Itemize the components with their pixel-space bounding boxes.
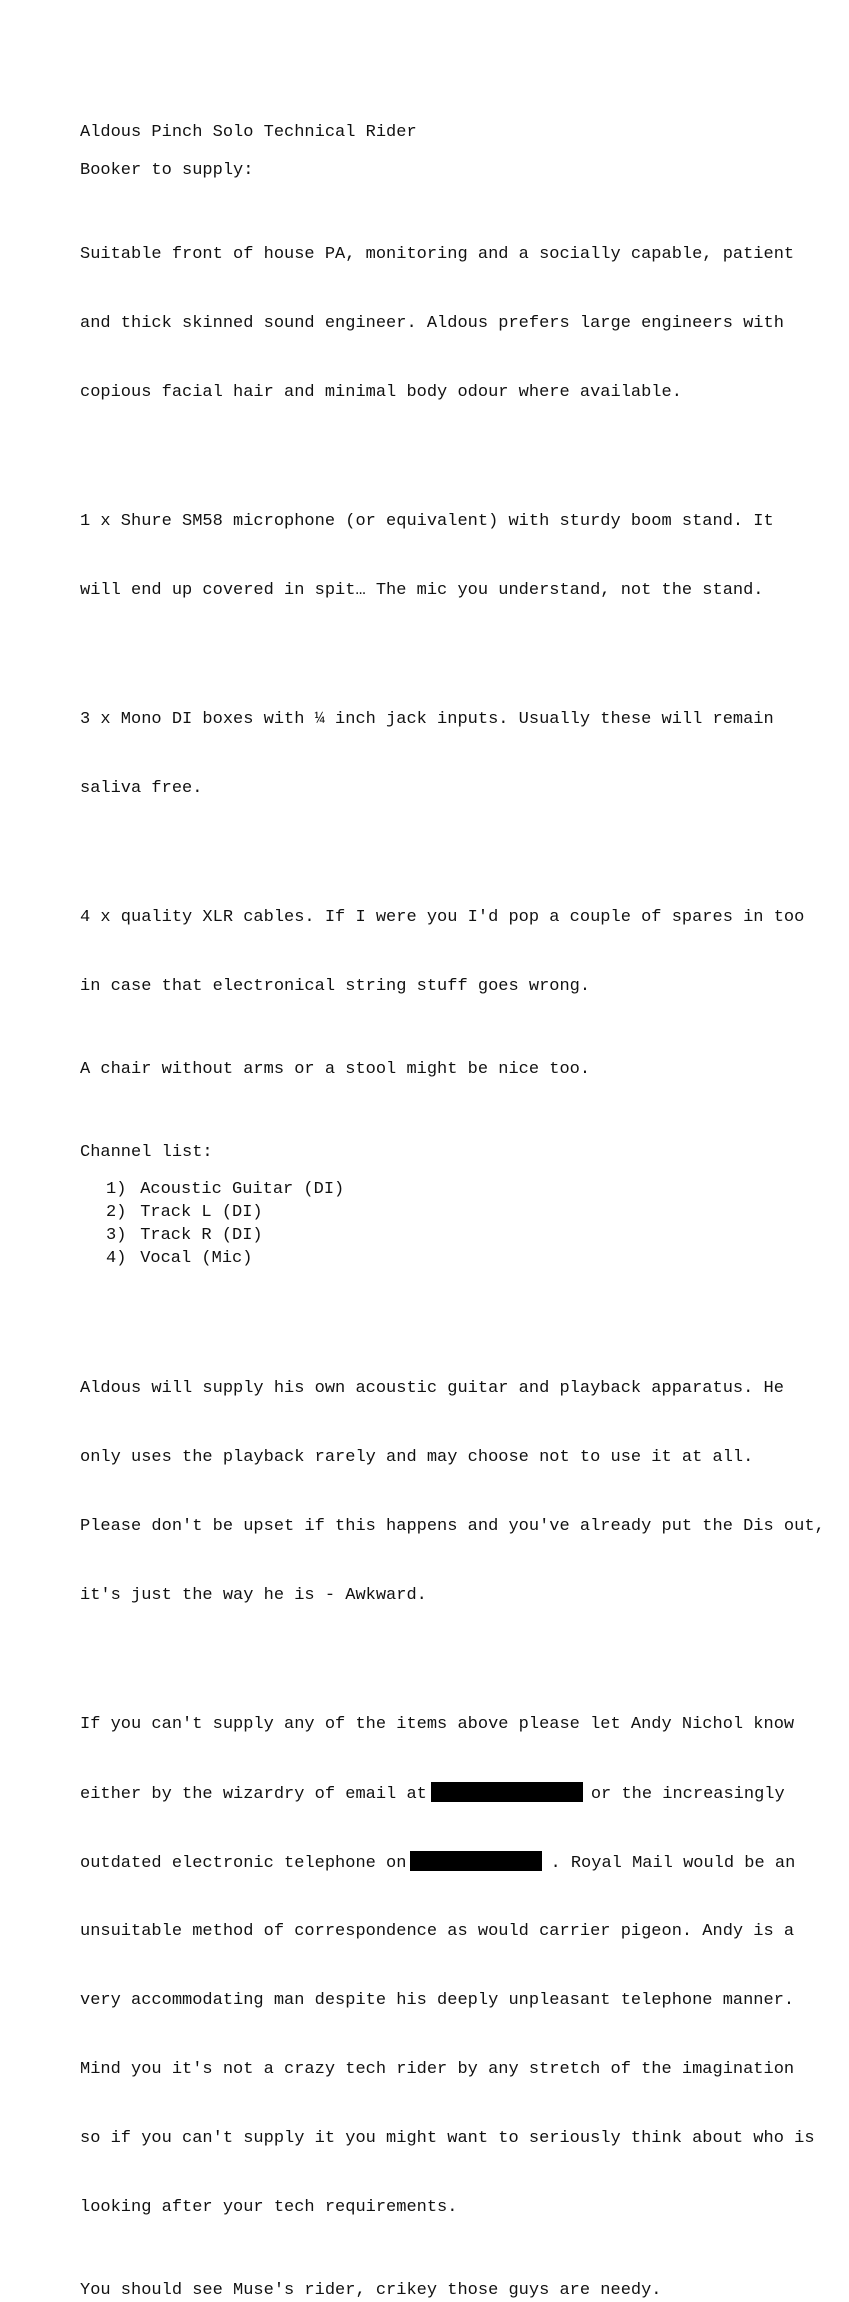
text-line: If you can't supply any of the items above please let Andy Nichol know [80, 1715, 795, 1734]
channel-item [106, 1201, 780, 1224]
paragraph-di-boxes [80, 662, 780, 846]
channel-item [106, 1224, 780, 1247]
text-fragment: outdated electronic telephone on [80, 1854, 407, 1873]
paragraph-muse: You should see Muse's rider, crikey those guys are needy. [80, 2281, 662, 2300]
text-fragment: either by the wizardry of email at [80, 1785, 427, 1804]
text-fragment: . Royal Mail would be an [550, 1854, 796, 1873]
text-line: only uses the playback rarely and may choose not to use it at all. [80, 1448, 754, 1467]
text-line [80, 1782, 785, 1805]
channel-label: Vocal (Mic) [140, 1249, 253, 1268]
redacted-email-block [431, 1782, 583, 1802]
text-line: copious facial hair and minimal body odour where available. [80, 383, 682, 402]
text-line: saliva free. [80, 779, 203, 798]
paragraph-front-of-house [80, 197, 795, 450]
text-line: looking after your tech requirements. [80, 2198, 458, 2217]
text-line: and thick skinned sound engineer. Aldous prefers large engineers with [80, 314, 784, 333]
channel-number: 4) [106, 1249, 127, 1268]
text-fragment: or the increasingly [590, 1785, 785, 1804]
channel-label: Acoustic Guitar (DI) [140, 1180, 345, 1199]
text-line: unsuitable method of correspondence as would carrier pigeon. Andy is a [80, 1922, 795, 1941]
text-line: Mind you it's not a crazy tech rider by any stretch of the imagination [80, 2060, 795, 2079]
text-line: in case that electronical string stuff goes wrong. [80, 977, 591, 996]
text-line: it's just the way he is - Awkward. [80, 1586, 427, 1605]
channel-label: Track L (DI) [140, 1203, 263, 1222]
channel-number: 3) [106, 1226, 127, 1245]
channel-label: Track R (DI) [140, 1226, 263, 1245]
text-line: Please don't be upset if this happens and you've already put the Dis out, [80, 1517, 825, 1536]
text-line: Aldous will supply his own acoustic guitar and playback apparatus. He [80, 1379, 784, 1398]
paragraph-contact [80, 1667, 815, 2265]
text-line: Suitable front of house PA, monitoring and a socially capable, patient [80, 245, 795, 264]
document-body [80, 121, 825, 2302]
channel-item [106, 1247, 780, 1270]
channel-number: 2) [106, 1203, 127, 1222]
text-line: 1 x Shure SM58 microphone (or equivalent) with sturdy boom stand. It [80, 512, 774, 531]
text-line: so if you can't supply it you might want to seriously think about who is [80, 2129, 815, 2148]
document-title: Aldous Pinch Solo Technical Rider [80, 123, 417, 142]
channel-list [80, 1178, 780, 1270]
text-line: 4 x quality XLR cables. If I were you I'd pop a couple of spares in too [80, 908, 805, 927]
paragraph-playback [80, 1331, 825, 1653]
text-line [80, 1851, 796, 1874]
text-line: will end up covered in spit… The mic you understand, not the stand. [80, 581, 764, 600]
paragraph-chair: A chair without arms or a stool might be nice too. [80, 1060, 591, 1079]
paragraph-microphone [80, 464, 780, 648]
text-line: very accommodating man despite his deeply unpleasant telephone manner. [80, 1991, 795, 2010]
channel-list-heading: Channel list: [80, 1143, 213, 1162]
paragraph-xlr-cables [80, 860, 805, 1044]
redacted-phone-block [410, 1851, 542, 1871]
channel-item [106, 1178, 780, 1201]
booker-heading: Booker to supply: [80, 161, 254, 180]
channel-number: 1) [106, 1180, 127, 1199]
text-line: 3 x Mono DI boxes with ¼ inch jack inputs. Usually these will remain [80, 710, 774, 729]
